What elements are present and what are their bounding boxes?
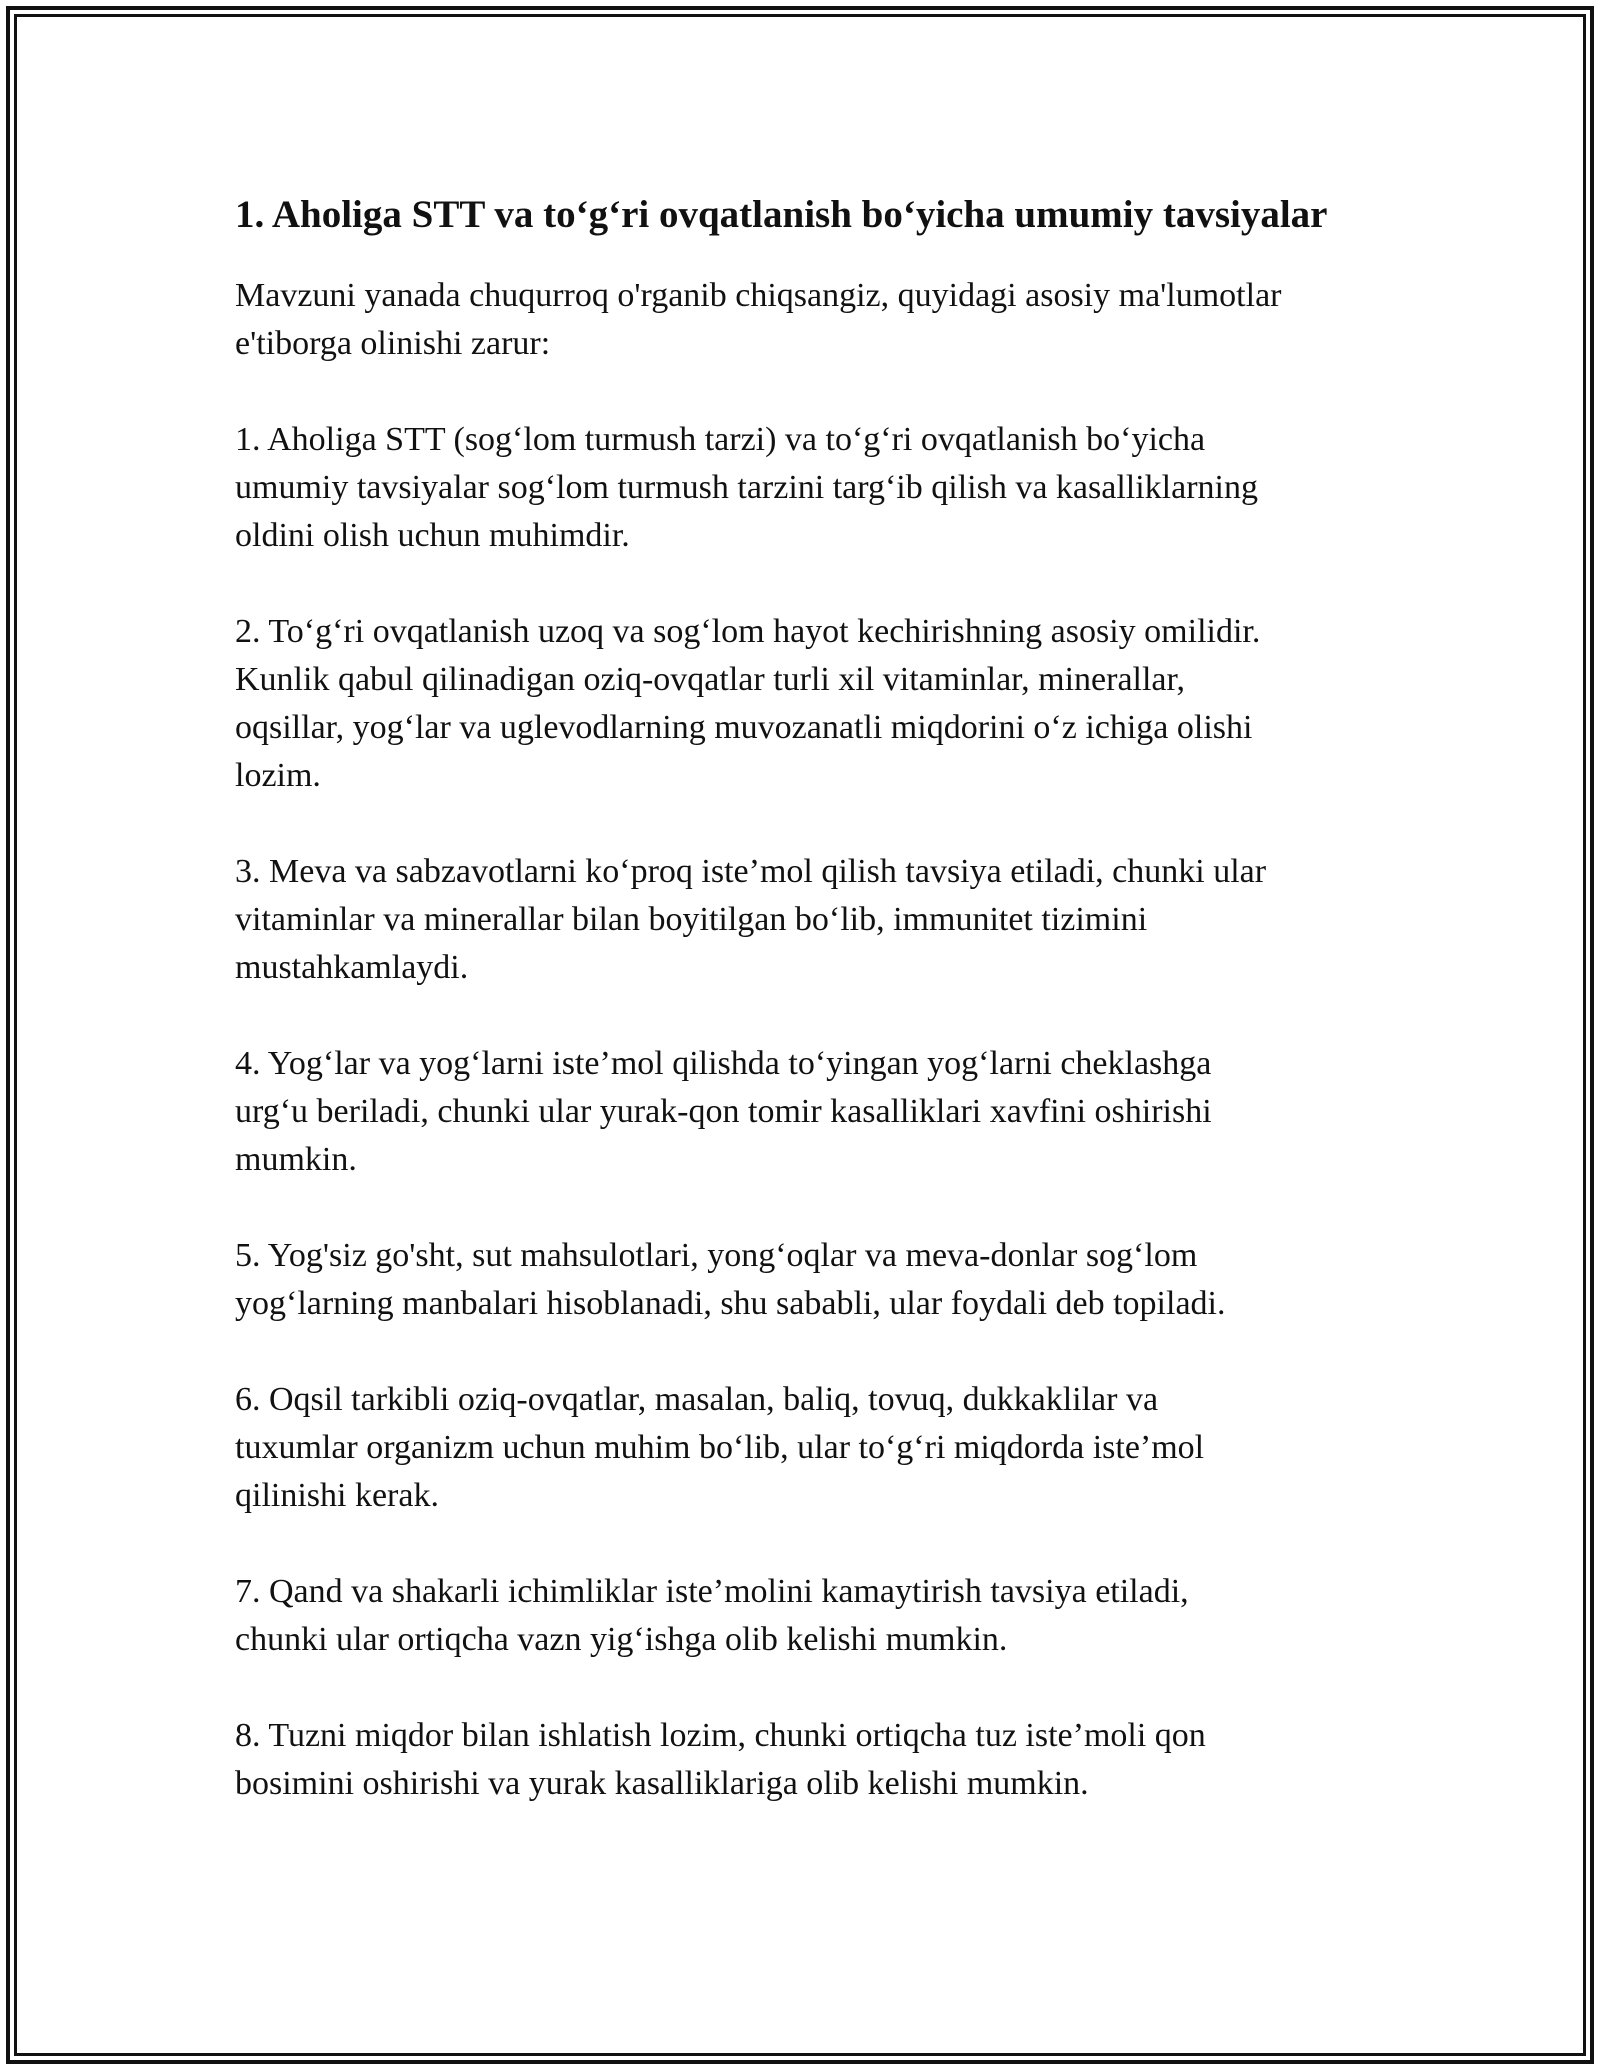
recommendation-item-2: 2. To‘g‘ri ovqatlanish uzoq va sog‘lom hayot kechirishning asosiy omilidir. Kunlik qabul qilinadigan oziq-ovqatlar turli xil vitaminlar, minerallar, oqsillar, yog‘lar va uglevodlarning muvozanatli miqdorini o‘z ichiga olishi lozim. — [235, 613, 1261, 794]
document-title: 1. Aholiga STT va to‘g‘ri ovqatlanish bo‘yicha umumiy tavsiyalar — [235, 193, 1328, 236]
recommendation-list — [235, 416, 1385, 1808]
recommendation-item-8: 8. Tuzni miqdor bilan ishlatish lozim, chunki ortiqcha tuz iste’moli qon bosimini oshirishi va yurak kasalliklariga olib kelishi mumkin. — [235, 1717, 1206, 1802]
recommendation-item-3: 3. Meva va sabzavotlarni ko‘proq iste’mol qilish tavsiya etiladi, chunki ular vitaminlar va minerallar bilan boyitilgan bo‘lib, immunitet tizimini mustahkamlaydi. — [235, 853, 1267, 986]
recommendation-item-7: 7. Qand va shakarli ichimliklar iste’molini kamaytirish tavsiya etiladi, chunki ular ortiqcha vazn yig‘ishga olib kelishi mumkin. — [235, 1573, 1189, 1658]
recommendation-item-5: 5. Yog'siz go'sht, sut mahsulotlari, yong‘oqlar va meva-donlar sog‘lom yog‘larning manbalari hisoblanadi, shu sababli, ular foydali deb topiladi. — [235, 1237, 1226, 1322]
intro-paragraph: Mavzuni yanada chuqurroq o'rganib chiqsangiz, quyidagi asosiy ma'lumotlar e'tiborga olinishi zarur: — [235, 277, 1282, 362]
recommendation-item-4: 4. Yog‘lar va yog‘larni iste’mol qilishda to‘yingan yog‘larni cheklashga urg‘u beriladi, chunki ular yurak-qon tomir kasalliklari xavfini oshirishi mumkin. — [235, 1045, 1212, 1178]
recommendation-item-6: 6. Oqsil tarkibli oziq-ovqatlar, masalan, baliq, tovuq, dukkaklilar va tuxumlar organizm uchun muhim bo‘lib, ular to‘g‘ri miqdorda iste’mol qilinishi kerak. — [235, 1381, 1205, 1514]
recommendation-item-1: 1. Aholiga STT (sog‘lom turmush tarzi) va to‘g‘ri ovqatlanish bo‘yicha umumiy tavsiyalar sog‘lom turmush tarzini targ‘ib qilish va kasalliklarning oldini olish uchun muhimdir. — [235, 421, 1258, 554]
document-body — [235, 188, 1385, 1856]
